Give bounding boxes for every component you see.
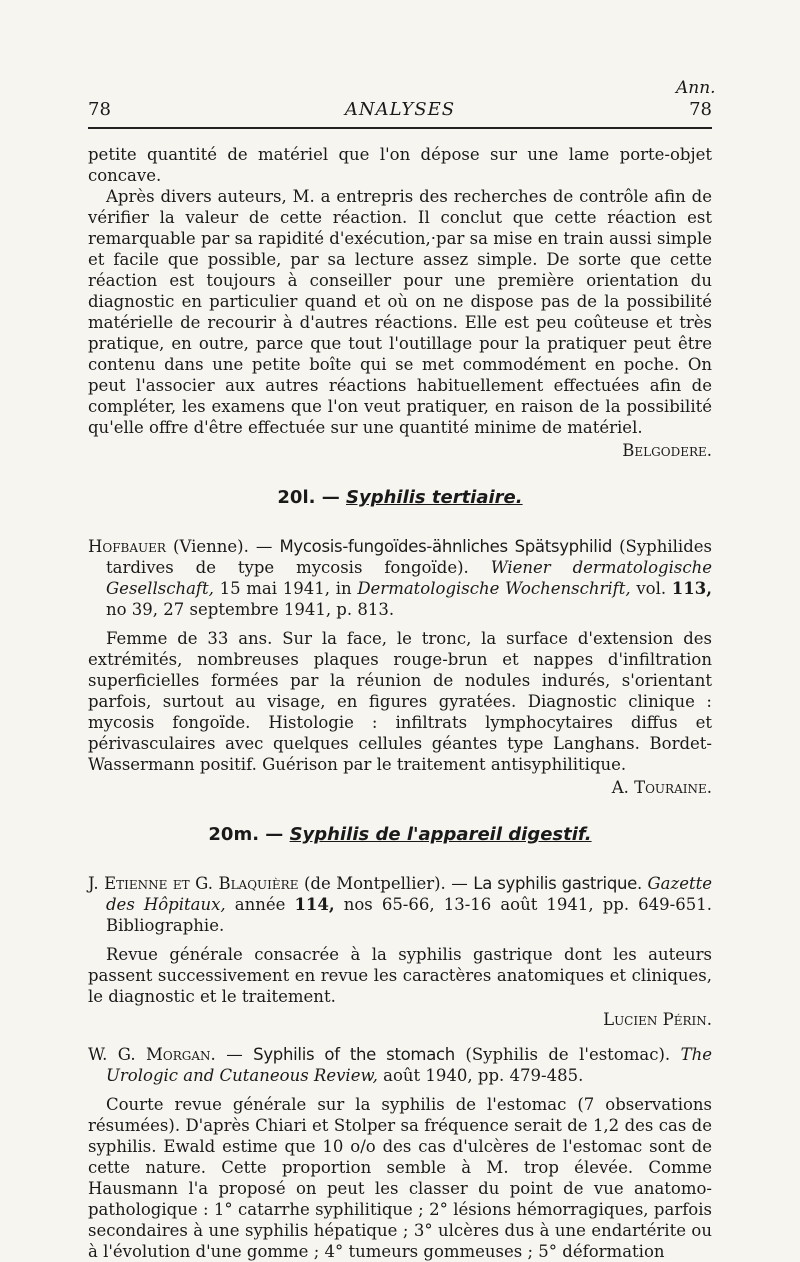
reference-place: (de Montpellier). — [303,874,468,893]
reference-vol-label: vol. [636,579,667,598]
section-number: 20m. — [208,824,284,845]
reference-place: — [226,1045,243,1064]
reference [88,1044,712,1086]
reference-details-end: nos 65-66, 13-16 août 1941, pp. 649-651. Bibliographie. [106,895,712,935]
reference-details: 15 mai 1941, in [219,579,352,598]
section-title [88,824,712,845]
reference-author: W. G. Morgan. [88,1045,216,1064]
reference-journal: The Urologic and Cutaneous Review, [106,1045,712,1085]
page-number-left: 78 [88,99,111,120]
abstract-text: Revue générale consacrée à la syphilis gastrique dont les auteurs passent successivement en revue les caractères anatomiques et cliniques, le diagnostic et le traitement. [88,945,712,1006]
reference-author: J. Etienne et G. Blaquière [88,874,299,893]
reference [88,536,712,620]
section-number: 20l. — [277,487,340,508]
reference-article-title: Mycosis-fungoïdes-ähnliches Spätsyphilid [279,537,613,556]
section-heading: Syphilis de l'appareil digestif. [289,824,592,845]
running-header [88,99,712,125]
page-number-right: 78 [689,99,712,120]
reference-translation: (Syphilis de l'estomac). [465,1045,671,1064]
signature: Lucien Périn. [603,1010,712,1029]
header-rule [88,127,712,129]
running-title: ANALYSES [344,99,456,120]
reference-details-end: août 1940, pp. 479-485. [383,1066,584,1085]
reference-journal-2: Dermatologische Wochenschrift, [357,579,631,598]
page-body [88,144,712,1262]
reference-details-end: no 39, 27 septembre 1941, p. 813. [106,600,395,619]
reference-journal: Wiener dermatologische Gesellschaft, [106,558,712,598]
reference-translation: (Syphilides tardives de type mycosis fongoïde). [106,537,712,577]
signature: Belgodere. [622,441,712,460]
reference-details: année [234,895,286,914]
intro-paragraph-1: petite quantité de matériel que l'on dépose sur une lame porte-objet concave. [88,145,712,185]
reference-author: Hofbauer [88,537,166,556]
signature: A. Touraine. [611,778,712,797]
reference-journal: Gazette des Hôpitaux, [106,874,712,914]
reference-volume: 114, [294,895,335,914]
reference-volume: 113, [671,579,712,598]
abstract-text: Courte revue générale sur la syphilis de l'estomac (7 observations résumées). D'après Chiari et Stolper sa fréquence serait de 1,2 des cas de syphilis. Ewald estime que 10 o/o des cas d'ulcères de l'estomac sont de cette nature. Cette proportion semble à M. trop élevée. Comme Hausmann l'a proposé on peut les classer du point de vue anatomo-pathologique : 1° catarrhe syphilitique ; 2° lésions hémorragiques, parfois secondaires à une syphilis hépatique ; 3° ulcères dus à une endartérite ou à l'évolution d'une gomme ; 4° tumeurs gommeuses ; 5° déformation [88,1095,712,1261]
reference-article-title: Syphilis of the stomach [253,1045,455,1064]
section-title [88,487,712,508]
reference-article-title: La syphilis gastrique. [473,874,642,893]
reference [88,873,712,936]
reference-place: (Vienne). — [173,537,273,556]
section-heading: Syphilis tertiaire. [346,487,523,508]
intro-paragraph-2: Après divers auteurs, M. a entrepris des recherches de contrôle afin de vérifier la valeur de cette réaction. Il conclut que cette réaction est remarquable par sa rapidité d'exécution,·par sa mise en train aussi simple et facile que possible, par sa lecture assez simple. De sorte que cette réaction est toujours à conseiller pour une première orientation du diagnostic en particulier quand et où on ne dispose pas de la possibilité matérielle de recourir à d'autres réactions. Elle est peu coûteuse et très pratique, en outre, parce que tout l'outillage pour la pratiquer peut être contenu dans une petite boîte qui se met commodément en poche. On peut l'associer aux autres réactions habituellement effectuées afin de compléter, les examens que l'on veut pratiquer, en raison de la possibilité qu'elle offre d'être effectuée sur une quantité minime de matériel. [88,187,712,437]
annotation-ann: Ann. [676,78,716,98]
abstract-text: Femme de 33 ans. Sur la face, le tronc, la surface d'extension des extrémités, nombreuses plaques rouge-brun et nappes d'infiltration superficielles formées par la réunion de nodules indurés, s'orientant parfois, surtout au visage, en figures gyratées. Diagnostic clinique : mycosis fongoïde. Histologie : infiltrats lymphocytaires diffus et périvasculaires avec quelques cellules géantes type Langhans. Bordet-Wassermann positif. Guérison par le traitement antisyphilitique. [88,629,712,774]
